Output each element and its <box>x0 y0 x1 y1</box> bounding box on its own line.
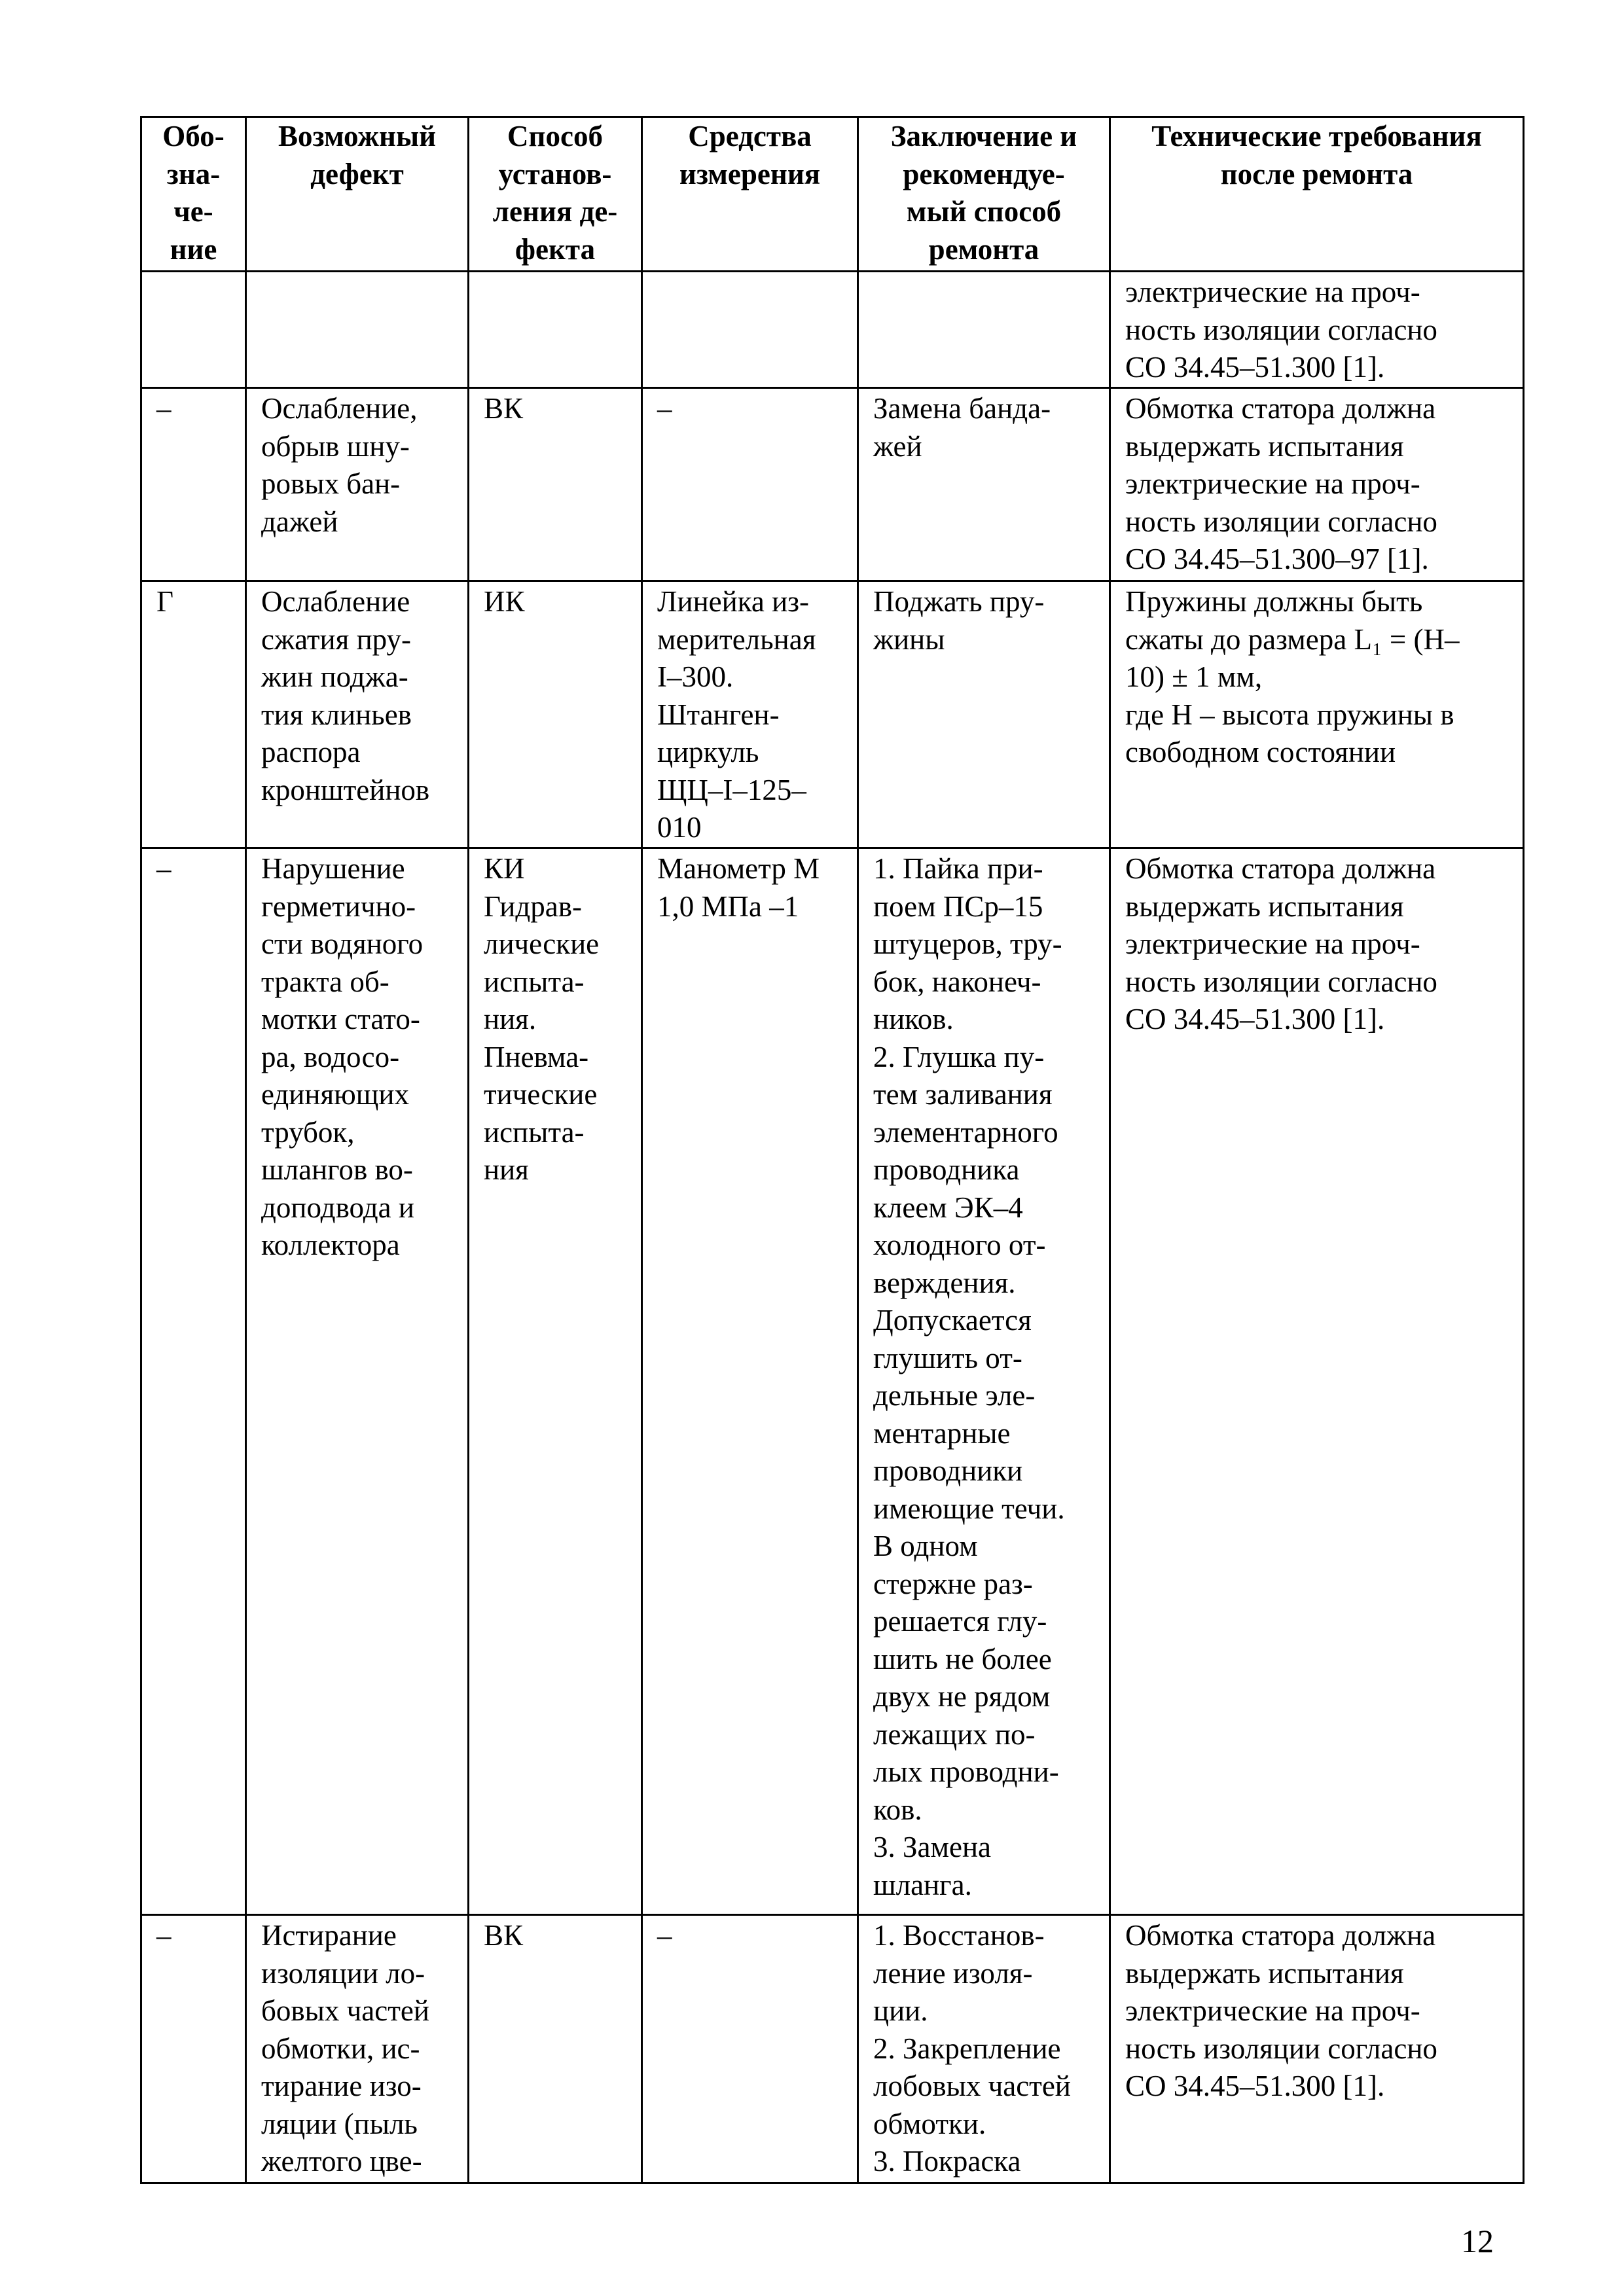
cell-defect: Нарушение герметично- сти водяного тракта об- мотки стато- ра, водосо- единяющих трубок, шлангов во- доподвода и коллектора <box>246 848 469 1915</box>
cell-tools: – <box>642 388 858 581</box>
defects-table <box>140 116 1525 2184</box>
table-row <box>141 581 1524 848</box>
header-measuring-tools: Средства измерения <box>642 117 858 272</box>
table-header-row <box>141 117 1524 272</box>
header-requirements: Технические требования после ремонта <box>1110 117 1524 272</box>
header-designation: Обо- зна- че- ние <box>141 117 246 272</box>
cell-tools: Линейка из- мерительная I–300. Штанген- циркуль ЩЦ–I–125– 010 <box>642 581 858 848</box>
cell-requirements: Обмотка статора должна выдержать испытания электрические на проч- ность изоляции согласно СО 34.45–51.300 [1]. <box>1110 1915 1524 2183</box>
cell-method <box>469 272 642 388</box>
cell-repair: 1. Восстанов- ление изоля- ции. 2. Закрепление лобовых частей обмотки. 3. Покраска <box>858 1915 1110 2183</box>
cell-tools: – <box>642 1915 858 2183</box>
cell-method: ВК <box>469 388 642 581</box>
header-repair-method: Заключение и рекомендуе- мый способ ремонта <box>858 117 1110 272</box>
cell-repair: 1. Пайка при- поем ПСр–15 штуцеров, тру- бок, наконеч- ников. 2. Глушка пу- тем заливания элементарного проводника клеем ЭК–4 холодного от- верждения. Допускается глушить от- дельные эле- ментарные проводники имеющие течи. В одном стержне раз- решается глу- шить не более двух не рядом лежащих по- лых проводни- ков. 3. Замена шланга. <box>858 848 1110 1915</box>
cell-repair: Поджать пру- жины <box>858 581 1110 848</box>
table-row <box>141 1915 1524 2183</box>
cell-mark <box>141 272 246 388</box>
cell-method: ИК <box>469 581 642 848</box>
cell-mark: – <box>141 848 246 1915</box>
cell-defect: Ослабление сжатия пру- жин поджа- тия клиньев распора кронштейнов <box>246 581 469 848</box>
cell-tools: Манометр М 1,0 МПа –1 <box>642 848 858 1915</box>
cell-requirements: Обмотка статора должна выдержать испытания электрические на проч- ность изоляции согласно СО 34.45–51.300 [1]. <box>1110 848 1524 1915</box>
cell-method: КИ Гидрав- лические испыта- ния. Пневма- тические испыта- ния <box>469 848 642 1915</box>
cell-mark: – <box>141 388 246 581</box>
cell-defect <box>246 272 469 388</box>
table-row <box>141 848 1524 1915</box>
page-number: 12 <box>1461 2223 1494 2259</box>
cell-requirements: Пружины должны быть сжаты до размера L₁ = (Н– 10) ± 1 мм, где Н – высота пружины в свободном состоянии <box>1110 581 1524 848</box>
cell-requirements: Обмотка статора должна выдержать испытания электрические на проч- ность изоляции согласно СО 34.45–51.300–97 [1]. <box>1110 388 1524 581</box>
table-row <box>141 388 1524 581</box>
cell-mark: Г <box>141 581 246 848</box>
cell-defect: Истирание изоляции ло- бовых частей обмотки, ис- тирание изо- ляции (пыль желтого цве- <box>246 1915 469 2183</box>
cell-repair: Замена банда- жей <box>858 388 1110 581</box>
header-defect: Возможный дефект <box>246 117 469 272</box>
cell-defect: Ослабление, обрыв шну- ровых бан- дажей <box>246 388 469 581</box>
cell-method: ВК <box>469 1915 642 2183</box>
cell-tools <box>642 272 858 388</box>
table-row <box>141 272 1524 388</box>
cell-mark: – <box>141 1915 246 2183</box>
header-detection-method: Способ установ- ления де- фекта <box>469 117 642 272</box>
cell-repair <box>858 272 1110 388</box>
cell-requirements: электрические на проч- ность изоляции согласно СО 34.45–51.300 [1]. <box>1110 272 1524 388</box>
